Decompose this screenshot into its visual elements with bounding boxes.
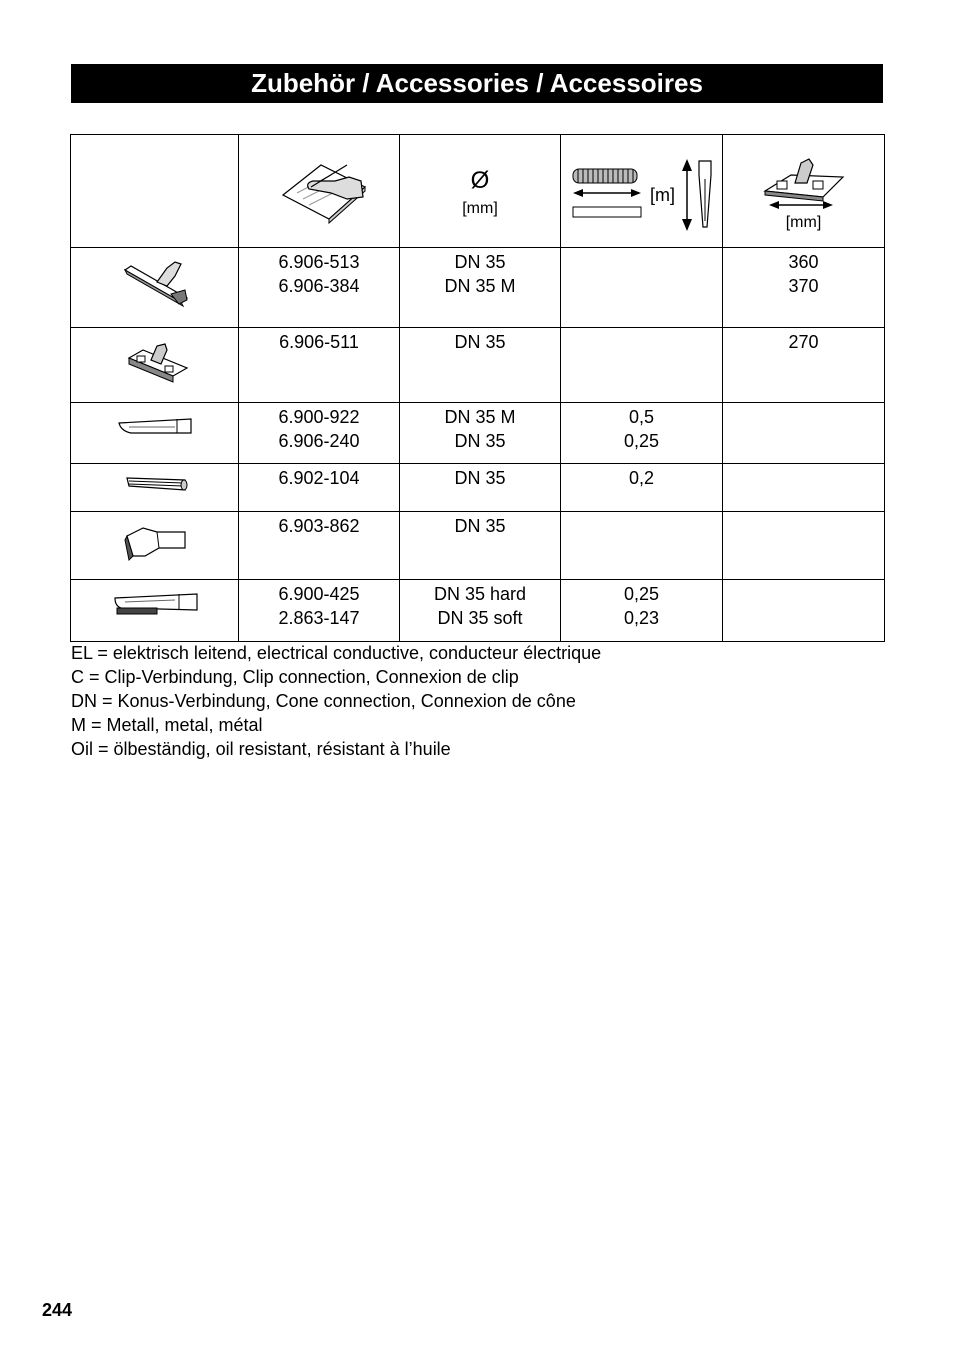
length-cell: 0,2 [561,464,723,512]
legend [71,641,601,761]
table-row [71,464,885,512]
width-cell [723,403,885,464]
header-length-cell [561,135,723,248]
accessory-image-cell [71,512,239,580]
length-cell [561,328,723,403]
width-cell [723,512,885,580]
connection-cell: DN 35 [400,464,561,512]
part-number-cell: 6.903-862 [239,512,400,580]
upholstery-nozzle-icon [71,512,239,578]
width-cell [723,580,885,642]
width-cell: 270 [723,328,885,403]
page-number: 244 [42,1300,73,1320]
diameter-symbol: Ø [470,167,490,194]
page-title: Zubehör / Accessories / Accessoires [71,64,883,103]
table-row [71,512,885,580]
table-row [71,403,885,464]
width-cell [723,464,885,512]
order-number-icon [239,135,400,247]
floor-nozzle-icon [71,248,239,326]
length-cell: 0,5 0,25 [561,403,723,464]
connection-cell: DN 35 [400,512,561,580]
accessory-image-cell [71,464,239,512]
header-empty-cell [71,135,239,248]
table-header-row [71,135,885,248]
length-unit: [m] [650,185,675,205]
part-number-cell: 6.900-425 2.863-147 [239,580,400,642]
accessory-image-cell [71,328,239,403]
length-cell [561,512,723,580]
crevice-nozzle-icon [71,403,239,461]
length-cell [561,248,723,328]
accessories-table [70,134,885,642]
connection-cell: DN 35 hard DN 35 soft [400,580,561,642]
connection-cell: DN 35 M DN 35 [400,403,561,464]
legend-item-c: C = Clip-Verbindung, Clip connection, Connexion de clip [71,667,519,687]
length-cell: 0,25 0,23 [561,580,723,642]
brush-nozzle-icon [71,580,239,640]
table-row [71,248,885,328]
floor-nozzle-small-icon [71,328,239,400]
connection-cell: DN 35 [400,328,561,403]
header-diameter-cell [400,135,561,248]
accessory-image-cell [71,403,239,464]
accessory-image-cell [71,580,239,642]
accessory-image-cell [71,248,239,328]
suction-tube-icon [71,464,239,510]
length-icon [561,135,723,247]
diameter-unit: [mm] [462,200,498,217]
width-unit: [mm] [785,214,822,231]
table-row [71,328,885,403]
table-row [71,580,885,642]
width-cell: 360 370 [723,248,885,328]
part-number-cell: 6.900-922 6.906-240 [239,403,400,464]
header-order-number-cell [239,135,400,248]
legend-item-m: M = Metall, metal, métal [71,715,263,735]
part-number-cell: 6.902-104 [239,464,400,512]
legend-item-oil: Oil = ölbeständig, oil resistant, résistant à l’huile [71,739,451,759]
part-number-cell: 6.906-513 6.906-384 [239,248,400,328]
legend-item-dn: DN = Konus-Verbindung, Cone connection, Connexion de cône [71,691,576,711]
header-width-cell [723,135,885,248]
legend-item-el: EL = elektrisch leitend, electrical conductive, conducteur électrique [71,643,602,663]
part-number-cell: 6.906-511 [239,328,400,403]
connection-cell: DN 35 DN 35 M [400,248,561,328]
